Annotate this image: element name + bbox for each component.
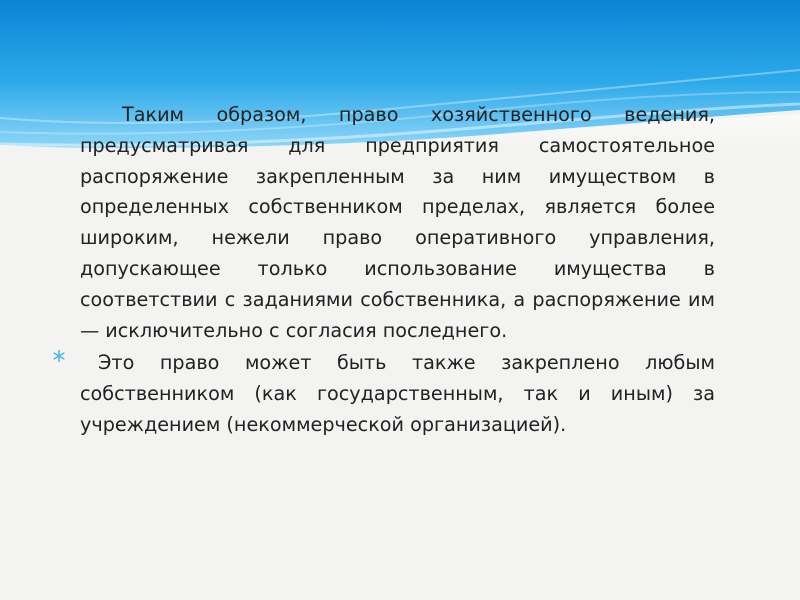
paragraph-bullet: Это право может быть также закреплено любым собственником (как государственным, так и иным) за учреждением (некоммерческой организацией). — [80, 351, 715, 436]
bullet-item — [80, 348, 715, 440]
paragraph-main: Таким образом, право хозяйственного ведения, предусматривая для предприятия самостоятельное распоряжение закрепленным за ним имуществом в определенных собственником пределах, является более широким, нежели право оперативного управления, допускающее только использование имущества в соответствии с заданиями собственника, а распоряжение им — исключительно с согласия последнего. — [80, 103, 715, 342]
slide-body — [80, 100, 715, 441]
star-bullet-icon — [52, 349, 66, 363]
